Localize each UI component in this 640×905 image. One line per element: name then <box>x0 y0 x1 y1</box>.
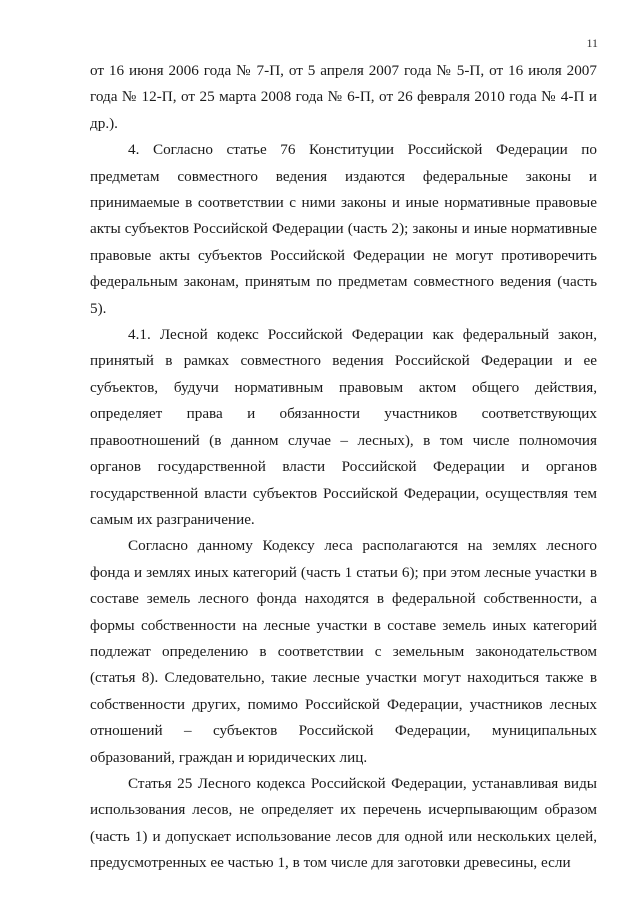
document-body <box>90 58 597 877</box>
paragraph-section-4: 4. Согласно статье 76 Конституции Российской Федерации по предметам совместного ведения издаются федеральные законы и принимаемые в соответствии с ними законы и иные нормативные правовые акты субъектов Российской Федерации (часть 2); законы и иные нормативные правовые акты субъектов Российской Федерации не могут противоречить федеральным законам, принятым по предметам совместного ведения (часть 5). <box>90 141 597 317</box>
paragraph-section-4-1: 4.1. Лесной кодекс Российской Федерации как федеральный закон, принятый в рамках совместного ведения Российской Федерации и ее субъектов, будучи нормативным правовым актом общего действия, определяет права и обязанности участников соответствующих правоотношений (в данном случае – лесных), в том числе полномочия органов государственной власти Российской Федерации и органов государственной власти субъектов Российской Федерации, осуществляя тем самым их разграничение. <box>90 326 597 528</box>
paragraph-forest-location: Согласно данному Кодексу леса располагаются на землях лесного фонда и землях иных категорий (часть 1 статьи 6); при этом лесные участки в составе земель лесного фонда находятся в федеральной собственности, а формы собственности на лесные участки в составе земель иных категорий подлежат определению в соответствии с земельным законодательством (статья 8). Следовательно, такие лесные участки могут находиться также в собственности других, помимо Российской Федерации, участников лесных отношений – субъектов Российской Федерации, муниципальных образований, граждан и юридических лиц. <box>90 537 597 766</box>
paragraph-continuation: от 16 июня 2006 года № 7-П, от 5 апреля 2007 года № 5-П, от 16 июля 2007 года № 12-П, от 25 марта 2008 года № 6-П, от 26 февраля 2010 года № 4-П и др.). <box>90 62 597 132</box>
paragraph-article-25: Статья 25 Лесного кодекса Российской Федерации, устанавливая виды использования лесов, не определяет их перечень исчерпывающим образом (часть 1) и допускает использование лесов для одной или нескольких целей, предусмотренных ее частью 1, в том числе для заготовки древесины, если <box>90 774 597 872</box>
page-number: 11 <box>586 36 598 50</box>
